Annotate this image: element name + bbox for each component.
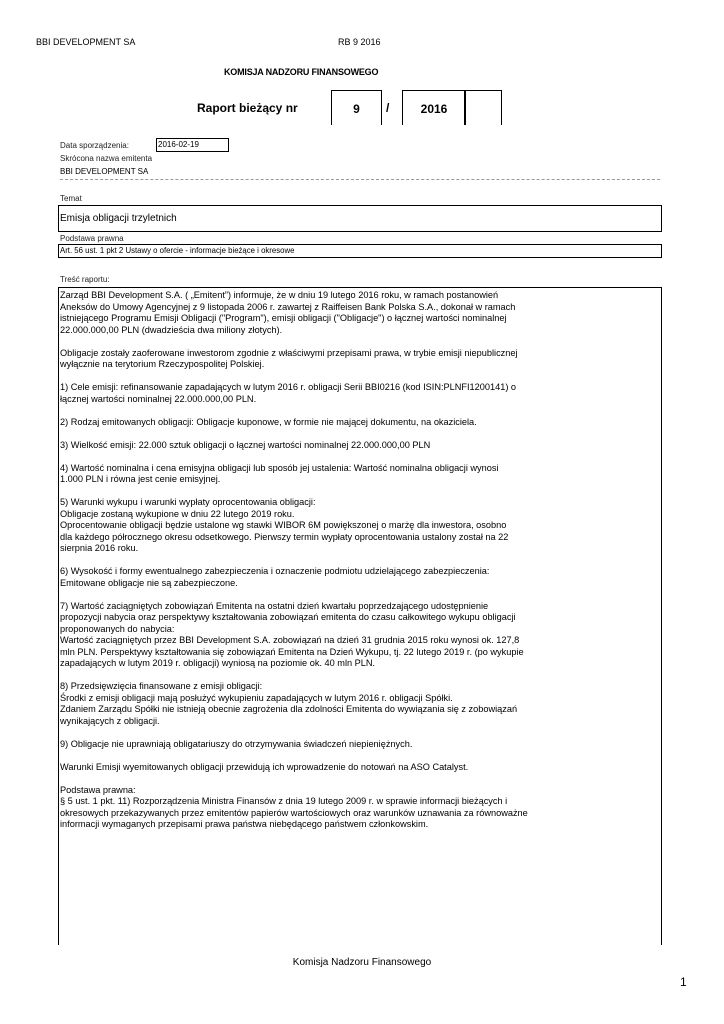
content-paragraph: Zarząd BBI Development S.A. ( „Emitent”) informuje, że w dniu 19 lutego 2016 roku, w ramach postanowień Aneksów do Umowy Agencyjnej z 9 listopada 2006 r. zawartej z Raiffeisen Bank Polska S.A., dokonał w ramach istniejącego Programu Emisji Obligacji ("Program"), emisji obligacji ("Obligacje") o łącznej wartości nominalnej 22.000.000,00 PLN (dwadzieścia dwa miliony złotych). <box>60 290 516 335</box>
content-paragraph: 4) Wartość nominalna i cena emisyjna obligacji lub sposób jej ustalenia: Wartość nominalna obligacji wynosi 1.000 PLN i równa jest cenie emisyjnej. <box>60 462 499 484</box>
content-label: Treść raportu: <box>60 275 110 284</box>
content-paragraph: 5) Warunki wykupu i warunki wypłaty oprocentowania obligacji: Obligacje zostaną wykupione w dniu 22 lutego 2019 roku. Oprocentowanie obligacji będzie ustalone wg stawki WIBOR 6M powiększonej o marżę dla inwestora, osobno dla każdego półrocznego okresu odsetkowego. Pierwszy termin wypłaty oprocentowania ustalony został na 22 sierpnia 2016 roku. <box>60 497 509 553</box>
subject-label: Temat <box>60 194 82 203</box>
report-extra-box <box>464 90 502 125</box>
content-paragraph: 6) Wysokość i formy ewentualnego zabezpieczenia i oznaczenie podmiotu udzielającego zabezpieczenia: Emitowane obligacje nie są zabezpieczone. <box>60 566 490 588</box>
legal-basis-field <box>58 244 662 258</box>
footer-commission: Komisja Nadzoru Finansowego <box>292 957 432 968</box>
page-number: 1 <box>680 975 687 989</box>
divider-dashed <box>60 179 660 180</box>
commission-title: KOMISJA NADZORU FINANSOWEGO <box>224 67 379 77</box>
content-paragraph: 7) Wartość zaciągniętych zobowiązań Emitenta na ostatni dzień kwartału poprzedzającego udostępnienie propozycji nabycia oraz perspektywy kształtowania zobowiązań emitenta do czasu całkowitego wykupu obligacji proponowanych do nabycia: Wartość zaciągniętych przez BBI Development S.A. zobowiązań na dzień 31 grudnia 2015 roku wynosi ok. 127,8 mln PLN. Perspektywy kształtowania się zobowiązań Emitenta na Dzień Wykupu, tj. 22 lutego 2019 r. (po wykupie zapadających w lutym 2019 r. obligacji) wyniosą na poziomie ok. 40 mln PLN. <box>60 600 524 668</box>
report-number: 9 <box>353 102 360 116</box>
content-paragraph: Podstawa prawna: § 5 ust. 1 pkt. 11) Rozporządzenia Ministra Finansów z dnia 19 lutego 2009 r. w sprawie informacji bieżących i okresowych przekazywanych przez emitentów papierów wartościowych oraz warunków uznawania za równoważne informacji wymaganych przepisami prawa państwa niebędącego państwem członkowskim. <box>60 784 528 829</box>
header-company: BBI DEVELOPMENT SA <box>36 37 136 47</box>
content-paragraph: 8) Przedsięwzięcia finansowane z emisji obligacji: Środki z emisji obligacji mają posłużyć wykupieniu zapadających w lutym 2016 r. obligacji Spółki. Zdaniem Zarządu Spółki nie istnieją obecnie zagrożenia dla zdolności Emitenta do wywiązania się z zobowiązań wynikających z obligacji. <box>60 681 518 726</box>
content-paragraph: 2) Rodzaj emitowanych obligacji: Obligacje kuponowe, w formie nie mającej dokumentu, na okaziciela. <box>60 416 477 427</box>
short-name-value: BBI DEVELOPMENT SA <box>60 167 149 176</box>
report-number-box <box>331 90 382 125</box>
date-value: 2016-02-19 <box>158 140 199 149</box>
report-year: 2016 <box>420 102 448 116</box>
content-paragraph: Warunki Emisji wyemitowanych obligacji przewidują ich wprowadzenie do notowań na ASO Catalyst. <box>60 761 469 772</box>
content-paragraph: 9) Obligacje nie uprawniają obligatariuszy do otrzymywania świadczeń niepieniężnych. <box>60 738 413 749</box>
content-paragraph: 1) Cele emisji: refinansowanie zapadających w lutym 2016 r. obligacji Serii BBI0216 (kod ISIN:PLNFI1200141) o łącznej wartości nominalnej 22.000.000,00 PLN. <box>60 382 517 404</box>
content-body <box>59 288 661 831</box>
legal-basis-label: Podstawa prawna <box>60 234 124 243</box>
content-box <box>58 287 662 945</box>
legal-basis-value: Art. 56 ust. 1 pkt 2 Ustawy o ofercie - informacje bieżące i okresowe <box>60 246 295 255</box>
report-separator: / <box>386 101 390 115</box>
content-paragraph: Obligacje zostały zaoferowane inwestorom zgodnie z właściwymi przepisami prawa, w trybie emisji niepublicznej wyłącznie na terytorium Rzeczypospolitej Polskiej. <box>60 347 518 369</box>
report-label: Raport bieżący nr <box>197 101 298 115</box>
date-label: Data sporządzenia: <box>60 141 129 150</box>
content-paragraph: 3) Wielkość emisji: 22.000 sztuk obligacji o łącznej wartości nominalnej 22.000.000,00 PLN <box>60 439 431 450</box>
report-year-box <box>402 90 466 125</box>
date-field <box>156 138 229 152</box>
subject-field <box>58 205 662 232</box>
header-report-code: RB 9 2016 <box>338 37 381 47</box>
subject-value: Emisja obligacji trzyletnich <box>60 213 177 224</box>
short-name-label: Skrócona nazwa emitenta <box>60 154 153 163</box>
